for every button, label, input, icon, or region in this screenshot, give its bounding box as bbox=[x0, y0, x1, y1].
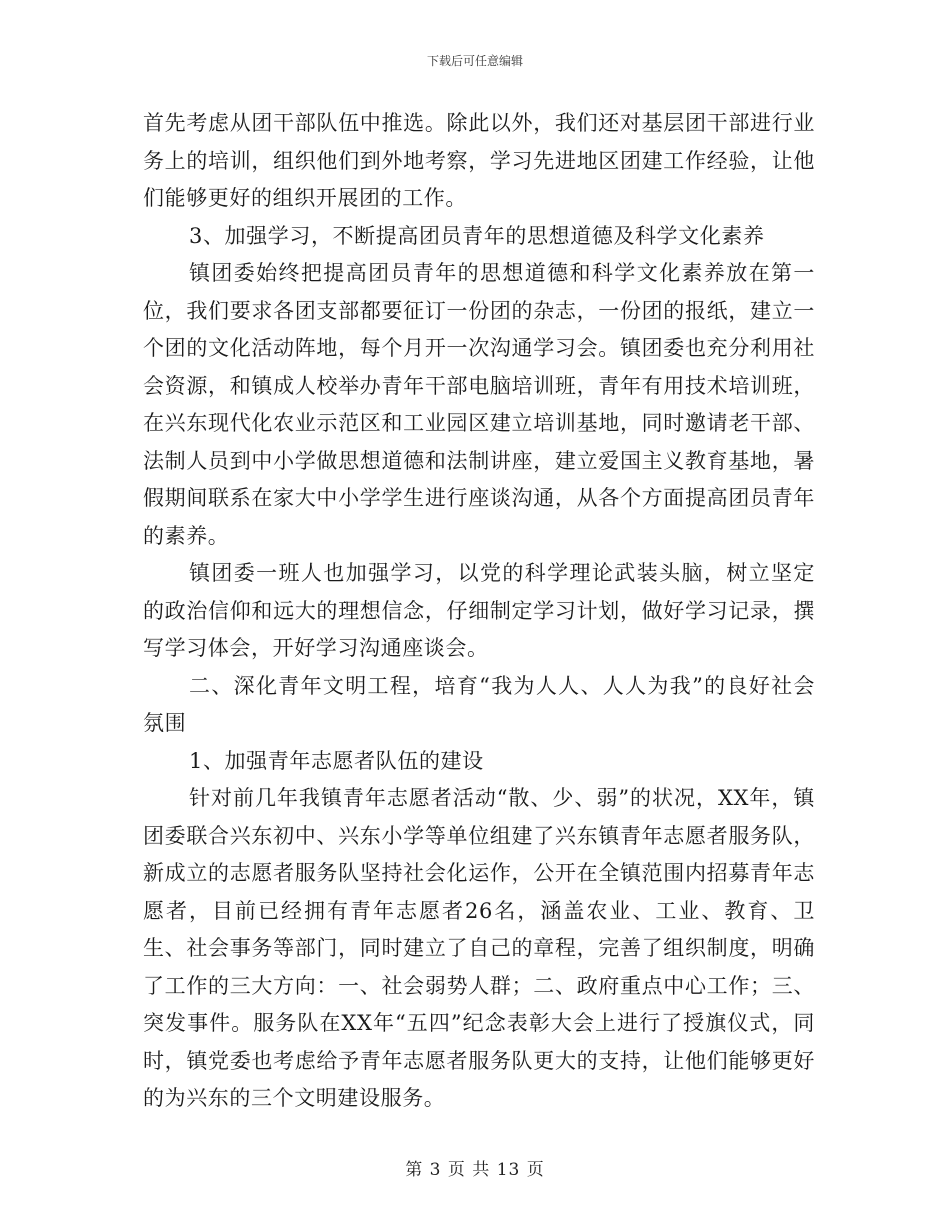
document-body bbox=[143, 105, 815, 1118]
section-heading-1: 1、加强青年志愿者队伍的建设 bbox=[189, 748, 484, 773]
section-heading-2: 二、深化青年文明工程，培育“我为人人、人人为我”的良好社会氛围 bbox=[143, 673, 815, 735]
paragraph-4: 针对前几年我镇青年志愿者活动“散、少、弱”的状况，XX年，镇团委联合兴东初中、兴东小学等单位组建了兴东镇青年志愿者服务队，新成立的志愿者服务队坚持社会化运作，公开在全镇范围内招募青年志愿者，目前已经拥有青年志愿者26名，涵盖农业、工业、教育、卫生、社会事务等部门，同时建立了自己的章程，完善了组织制度，明确了工作的三大方向：一、社会弱势人群；二、政府重点中心工作；三、突发事件。服务队在XX年“五四”纪念表彰大会上进行了授旗仪式，同时，镇党委也考虑给予青年志愿者服务队更大的支持，让他们能够更好的为兴东的三个文明建设服务。 bbox=[143, 786, 815, 1110]
section-heading-3: 3、加强学习，不断提高团员青年的思想道德及科学文化素养 bbox=[189, 223, 765, 248]
paragraph-2: 镇团委始终把提高团员青年的思想道德和科学文化素养放在第一位，我们要求各团支部都要征订一份团的杂志，一份团的报纸，建立一个团的文化活动阵地，每个月开一次沟通学习会。镇团委也充分利用社会资源，和镇成人校举办青年干部电脑培训班，青年有用技术培训班，在兴东现代化农业示范区和工业园区建立培训基地，同时邀请老干部、法制人员到中小学做思想道德和法制讲座，建立爱国主义教育基地，暑假期间联系在家大中小学学生进行座谈沟通，从各个方面提高团员青年的素养。 bbox=[143, 261, 815, 548]
page-header: 下载后可任意编辑 bbox=[426, 54, 523, 68]
paragraph-3: 镇团委一班人也加强学习，以党的科学理论武装头脑，树立坚定的政治信仰和远大的理想信念，仔细制定学习计划，做好学习记录，撰写学习体会，开好学习沟通座谈会。 bbox=[143, 561, 815, 660]
page-footer: 第 3 页 共 13 页 bbox=[405, 1160, 545, 1180]
paragraph-1: 首先考虑从团干部队伍中推选。除此以外，我们还对基层团干部进行业务上的培训，组织他们到外地考察，学习先进地区团建工作经验，让他们能够更好的组织开展团的工作。 bbox=[143, 111, 815, 210]
